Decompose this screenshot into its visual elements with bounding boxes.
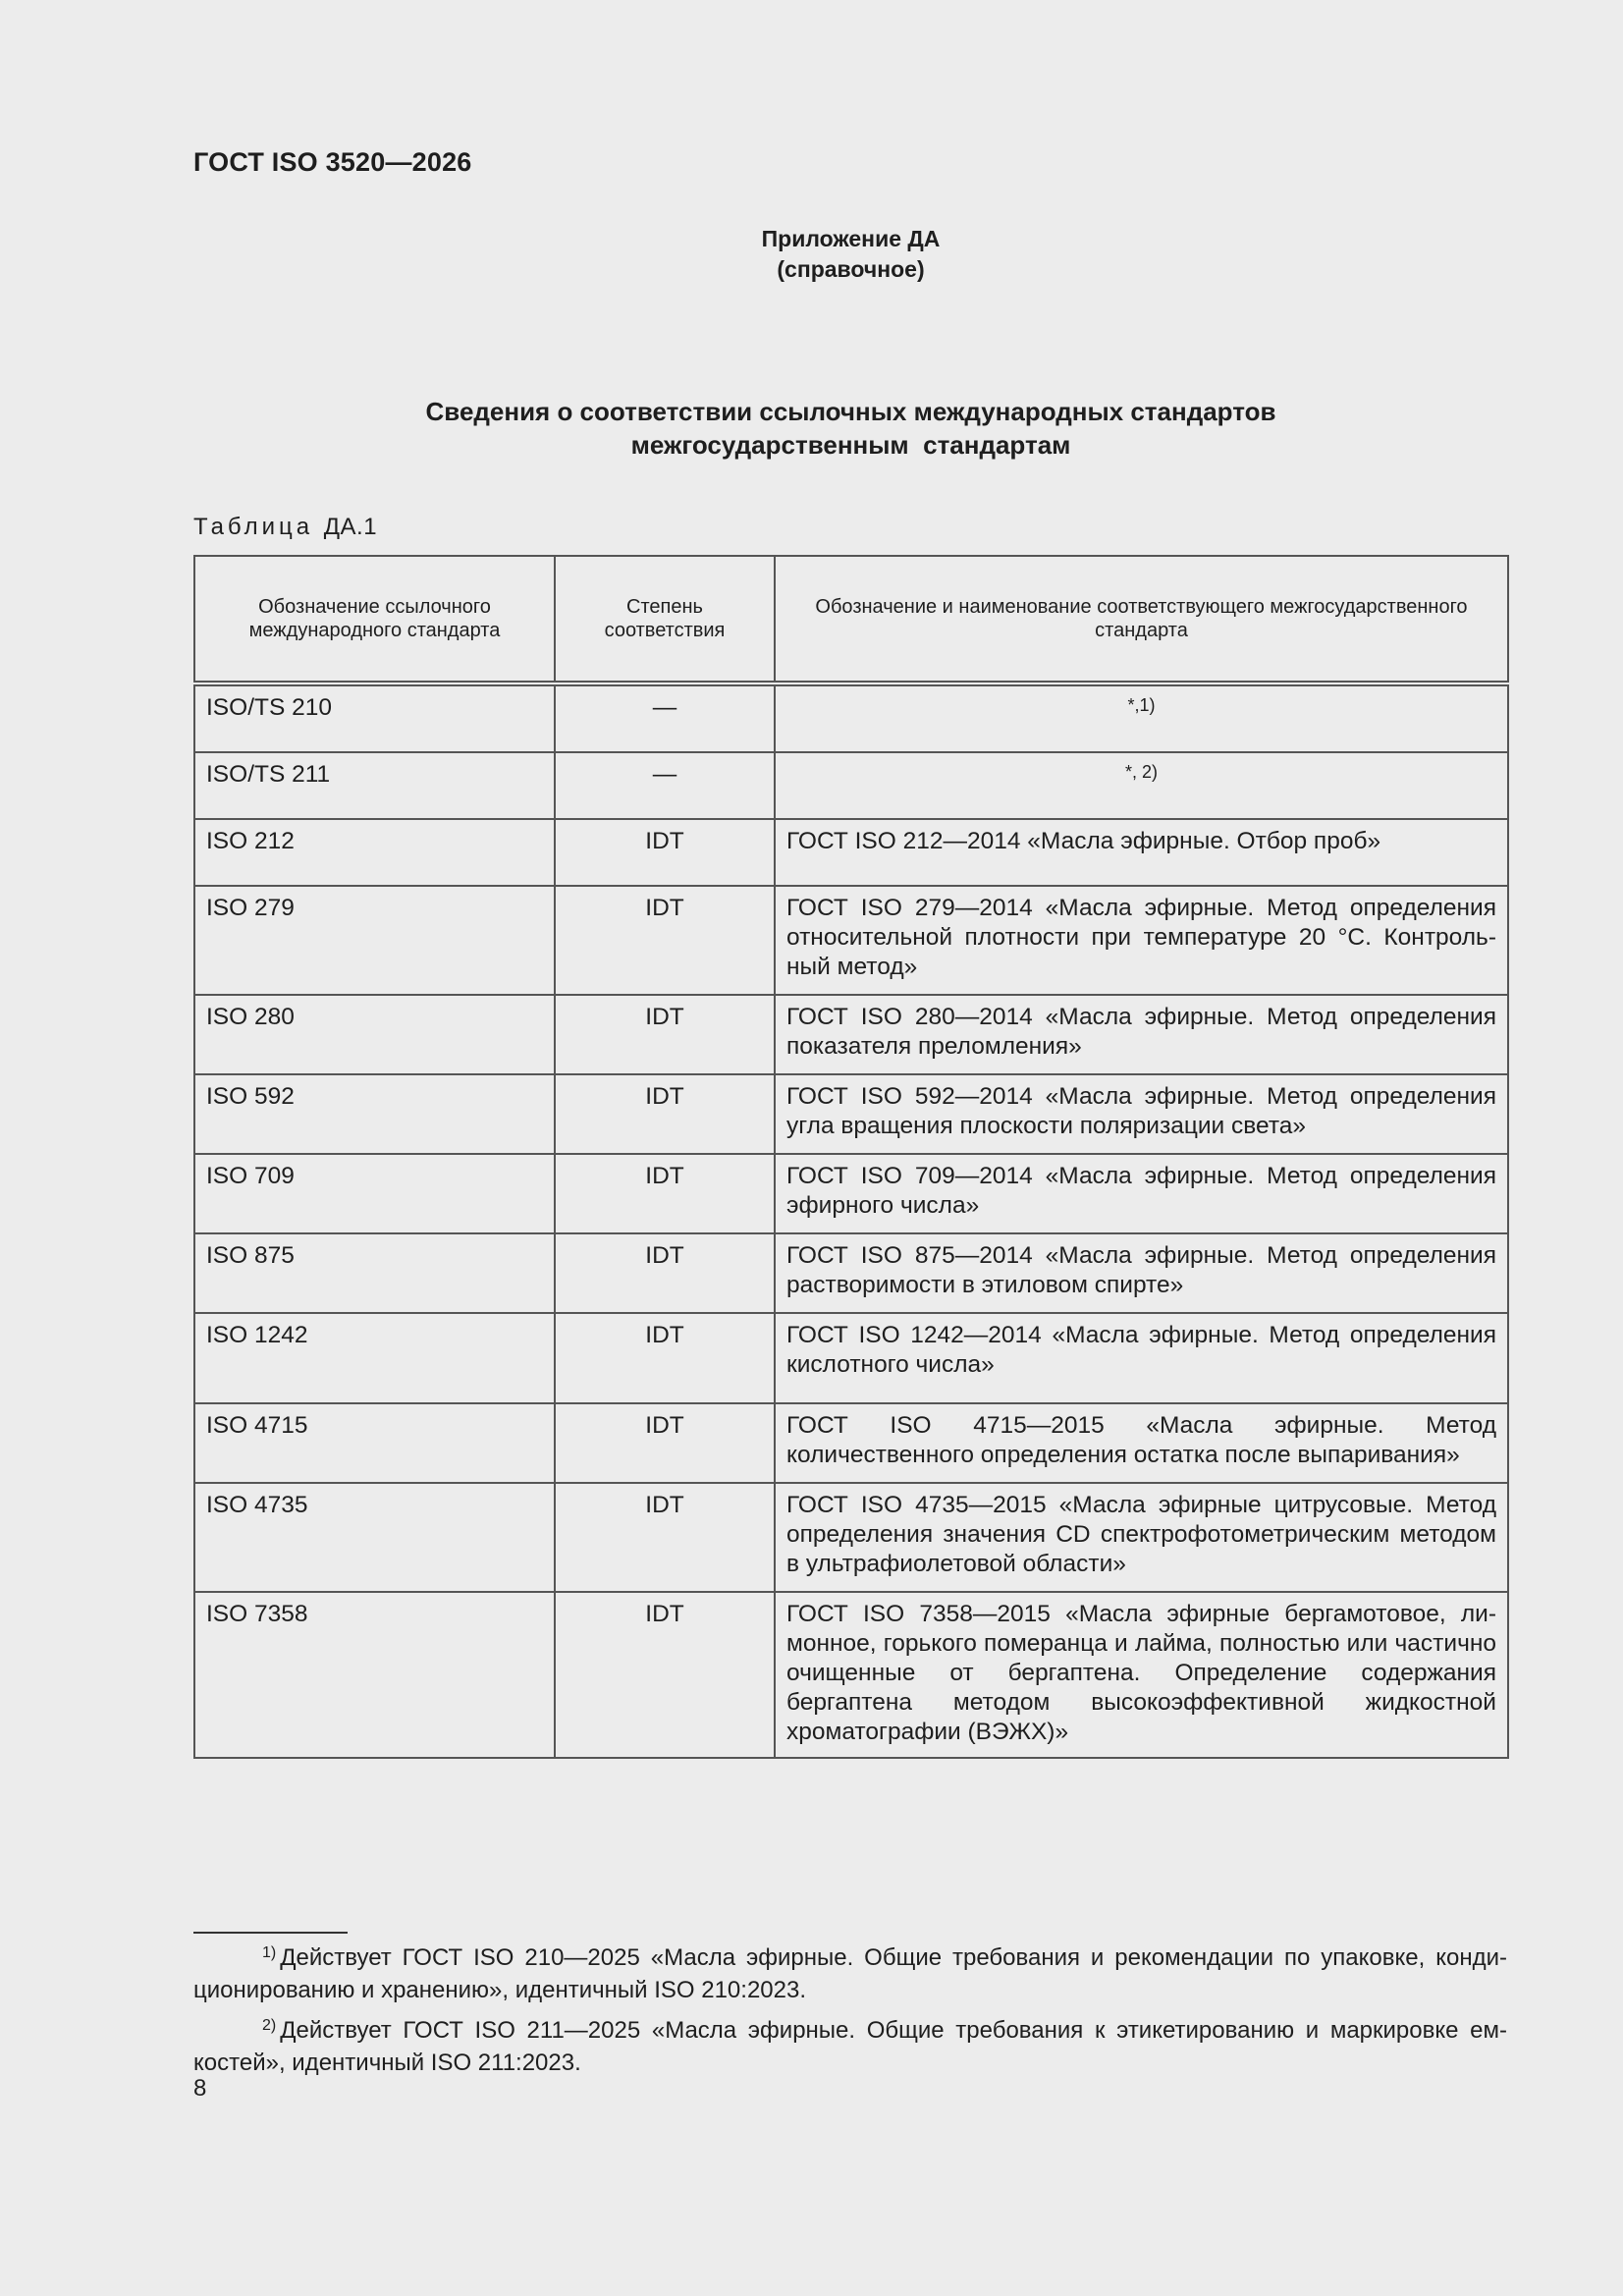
table-row	[194, 1483, 1508, 1592]
heading-line-2: межгосударственным стандартам	[630, 430, 1071, 460]
annex-type: (справочное)	[777, 256, 925, 282]
table-row	[194, 683, 1508, 752]
cell-reference: ISO/TS 210	[194, 683, 555, 752]
annex-header	[0, 224, 1623, 285]
cell-degree: IDT	[555, 1074, 775, 1154]
cell-national: ГОСТ ISO 4735—2015 «Масла эфирные цитрусовые. Метод определения значения CD спектрофотометрическим методом в ультрафиолетовой области»	[775, 1483, 1508, 1592]
cell-degree: —	[555, 683, 775, 752]
cell-reference: ISO 709	[194, 1154, 555, 1233]
cell-national: *, 2)	[775, 752, 1508, 819]
table-row	[194, 1592, 1508, 1758]
footnote-2-text: Действует ГОСТ ISO 211—2025 «Масла эфирные. Общие требования к этикетированию и маркировке емкостей», идентичный ISO 211:2023.	[193, 2017, 1507, 2076]
table-header-row	[194, 556, 1508, 683]
cell-national: ГОСТ ISO 709—2014 «Масла эфирные. Метод определения эфирного числа»	[775, 1154, 1508, 1233]
cell-degree: IDT	[555, 1313, 775, 1403]
cell-national: *,1)	[775, 683, 1508, 752]
cell-degree: IDT	[555, 1233, 775, 1313]
table-row	[194, 1074, 1508, 1154]
cell-reference: ISO 212	[194, 819, 555, 886]
table-row	[194, 1313, 1508, 1403]
footnote-1-text: Действует ГОСТ ISO 210—2025 «Масла эфирные. Общие требования и рекомендации по упаковке, кондиционированию и хранению», идентичный ISO 210:2023.	[193, 1944, 1507, 2003]
cell-national: ГОСТ ISO 4715—2015 «Масла эфирные. Метод количественного определения остатка после выпаривания»	[775, 1403, 1508, 1483]
heading-line-1: Сведения о соответствии ссылочных международных стандартов	[425, 397, 1276, 426]
cell-degree: IDT	[555, 1483, 775, 1592]
table-row	[194, 819, 1508, 886]
cell-reference: ISO 280	[194, 995, 555, 1074]
cell-reference: ISO 4735	[194, 1483, 555, 1592]
header-reference-standard: Обозначение ссылочного международного стандарта	[194, 556, 555, 683]
header-national-standard: Обозначение и наименование соответствующего межгосударственного стандарта	[775, 556, 1508, 683]
cell-degree: IDT	[555, 819, 775, 886]
cell-reference: ISO 7358	[194, 1592, 555, 1758]
table-row	[194, 752, 1508, 819]
table-row	[194, 1403, 1508, 1483]
cell-reference: ISO 875	[194, 1233, 555, 1313]
header-degree: Степень соответствия	[555, 556, 775, 683]
cell-degree: IDT	[555, 1403, 775, 1483]
cell-national: ГОСТ ISO 875—2014 «Масла эфирные. Метод определения растворимости в этиловом спирте»	[775, 1233, 1508, 1313]
annex-title: Приложение ДА	[761, 226, 941, 251]
table-row	[194, 886, 1508, 995]
cell-degree: IDT	[555, 1592, 775, 1758]
footnotes	[193, 1937, 1507, 2082]
cell-national: ГОСТ ISO 7358—2015 «Масла эфирные бергамотовое, лимонное, горького померанца и лайма, полностью или частично очищенные от бергаптена. Определение содержания бергаптена методом высокоэффективной жидкостной хроматографии (ВЭЖХ)»	[775, 1592, 1508, 1758]
table-caption-word: Таблица	[193, 514, 314, 540]
footnote-separator	[193, 1932, 348, 1934]
cell-degree: IDT	[555, 886, 775, 995]
table-row	[194, 995, 1508, 1074]
cell-national: ГОСТ ISO 592—2014 «Масла эфирные. Метод определения угла вращения плоскости поляризации света»	[775, 1074, 1508, 1154]
cell-national: ГОСТ ISO 1242—2014 «Масла эфирные. Метод определения кислотного числа»	[775, 1313, 1508, 1403]
correspondence-table	[193, 555, 1509, 1759]
footnote-1-mark: 1)	[262, 1944, 277, 1961]
cell-degree: IDT	[555, 1154, 775, 1233]
section-heading	[0, 395, 1623, 462]
table-caption	[193, 514, 377, 541]
page-number: 8	[193, 2075, 207, 2102]
cell-reference: ISO/TS 211	[194, 752, 555, 819]
table-caption-number: ДА.1	[323, 514, 378, 540]
footnote-2	[193, 2009, 1507, 2079]
cell-degree: —	[555, 752, 775, 819]
table-row	[194, 1154, 1508, 1233]
cell-degree: IDT	[555, 995, 775, 1074]
cell-national: ГОСТ ISO 212—2014 «Масла эфирные. Отбор проб»	[775, 819, 1508, 886]
footnote-1	[193, 1937, 1507, 2006]
footnote-2-mark: 2)	[262, 2017, 277, 2034]
cell-reference: ISO 592	[194, 1074, 555, 1154]
table-row	[194, 1233, 1508, 1313]
cell-national: ГОСТ ISO 280—2014 «Масла эфирные. Метод определения показателя преломления»	[775, 995, 1508, 1074]
document-code: ГОСТ ISO 3520—2026	[193, 147, 472, 177]
cell-reference: ISO 1242	[194, 1313, 555, 1403]
cell-national: ГОСТ ISO 279—2014 «Масла эфирные. Метод определения относительной плотности при температуре 20 °С. Контрольный метод»	[775, 886, 1508, 995]
cell-reference: ISO 4715	[194, 1403, 555, 1483]
cell-reference: ISO 279	[194, 886, 555, 995]
